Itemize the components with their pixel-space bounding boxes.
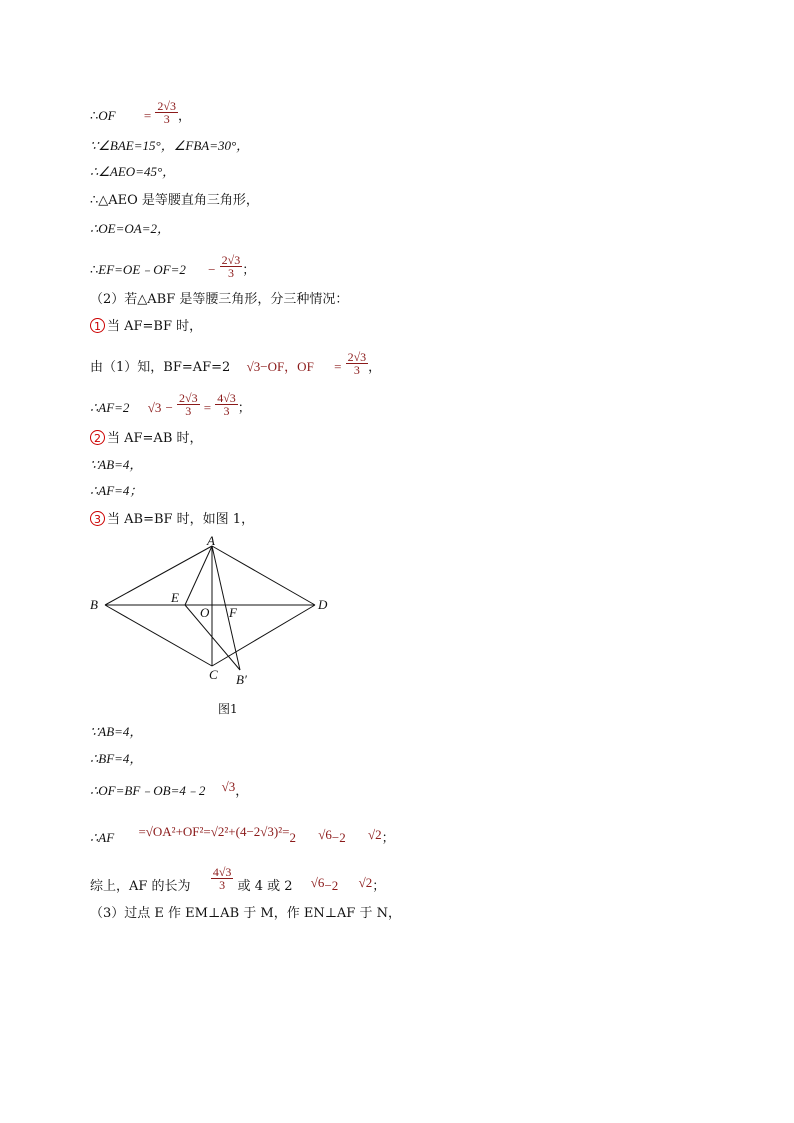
line-af-case3	[90, 824, 395, 847]
text-a: 由（1）知，BF=AF=2	[90, 360, 231, 375]
case-text: 当 AF=BF 时，	[107, 319, 203, 334]
line-ab-4: ∵AB=4，	[90, 457, 143, 472]
sqrt-6: √6	[310, 875, 325, 890]
denominator: 3	[353, 363, 360, 377]
line-ef-value	[90, 253, 256, 280]
label-b-prime: B′	[236, 672, 247, 687]
figure-caption: 图1	[218, 702, 238, 716]
segment-ba	[105, 546, 212, 605]
label-e: E	[171, 590, 179, 605]
circled-number-icon: 1	[90, 318, 105, 333]
line-af-case1	[90, 391, 251, 418]
case-text: 当 AB=BF 时，如图 1，	[107, 512, 255, 527]
therefore-symbol: ∴	[90, 109, 99, 124]
sqrt-2: √2	[358, 875, 373, 890]
line-af-4: ∴AF=4；	[90, 483, 143, 498]
punct: ，	[177, 109, 191, 124]
label-a: A	[207, 533, 215, 548]
punct: ；	[381, 831, 395, 846]
sqrt-6: √6	[318, 827, 332, 842]
denominator: 3	[185, 404, 192, 418]
minus-2: −2	[331, 830, 346, 845]
denominator: 3	[219, 878, 226, 892]
sqrt-3: √3	[246, 359, 261, 374]
minus-sign: −	[165, 400, 173, 415]
segment-cb	[105, 605, 212, 666]
segment-ae	[185, 546, 212, 605]
text-b: 或 4 或 2	[237, 879, 293, 894]
text-c: −OF，OF	[260, 359, 314, 374]
numerator: 2√3	[178, 391, 198, 405]
line-isosceles-right: ∴△AEO 是等腰直角三角形，	[90, 193, 259, 208]
coef-2: 2	[289, 830, 296, 845]
circled-number-icon: 2	[90, 430, 105, 445]
var-of: OF	[98, 108, 116, 123]
pythagoras-expression: =√OA²+OF²=√2²+(4−2√3)²=	[138, 824, 290, 839]
line-bf-4: ∴BF=4，	[90, 751, 143, 766]
punct: ，	[235, 784, 249, 799]
line-oe-oa: ∴OE=OA=2，	[90, 221, 170, 236]
line-case1	[90, 318, 202, 335]
denominator: 3	[223, 404, 230, 418]
therefore-symbol: ∴	[90, 263, 99, 278]
label-f: F	[229, 605, 237, 620]
line-ab-4-b: ∵AB=4，	[90, 724, 143, 739]
punct: ；	[242, 263, 256, 278]
line-summary	[90, 865, 386, 895]
fraction	[220, 254, 243, 279]
line-part2-intro: （2）若△ABF 是等腰三角形，分三种情况：	[90, 292, 349, 307]
punct: ；	[237, 401, 251, 416]
text-a: ∴AF	[90, 830, 115, 845]
circled-number-icon: 3	[90, 511, 105, 526]
numerator: 2√3	[221, 253, 241, 267]
equals-sign: =	[334, 359, 342, 374]
numerator: 4√3	[212, 865, 232, 879]
line-of-case3	[90, 779, 249, 800]
line-angle-aeo: ∴∠AEO=45°，	[90, 164, 176, 179]
line-case3	[90, 511, 254, 528]
label-b: B	[90, 597, 98, 612]
numerator: 2√3	[347, 350, 367, 364]
denominator: 3	[163, 112, 170, 126]
line-part3: （3）过点 E 作 EM⊥AB 于 M，作 EN⊥AF 于 N，	[90, 906, 401, 921]
line-from-part1	[90, 350, 382, 377]
text-a: ∴OF=BF﹣OB=4﹣2	[90, 783, 206, 798]
label-d: D	[318, 597, 328, 612]
fraction	[155, 100, 178, 125]
segment-ad	[212, 546, 315, 605]
equals-sign: =	[143, 108, 152, 123]
punct: ；	[372, 879, 386, 894]
numerator: 2√3	[157, 99, 176, 113]
line-case2	[90, 430, 203, 447]
numerator: 4√3	[217, 391, 236, 405]
equals-sign: =	[203, 400, 212, 415]
punct: ，	[368, 360, 382, 375]
case-text: 当 AF=AB 时，	[107, 431, 203, 446]
sqrt-3: √3	[221, 779, 236, 794]
minus-2: −2	[324, 878, 339, 893]
sqrt-3: √3	[147, 400, 162, 415]
figure-rhombus	[80, 530, 340, 695]
fraction	[211, 866, 234, 891]
sqrt-2: √2	[368, 827, 382, 842]
text-a: ∴AF=2	[90, 400, 130, 415]
minus-sign: −	[208, 262, 216, 277]
label-o: O	[200, 605, 210, 620]
fraction	[346, 351, 369, 376]
fraction-2	[215, 392, 238, 417]
fraction-1	[177, 392, 200, 417]
line-of-value	[90, 99, 191, 126]
ef-expression: EF=OE﹣OF=2	[98, 262, 186, 277]
denominator: 3	[227, 266, 234, 280]
line-angles: ∵∠BAE=15°，∠FBA=30°，	[90, 138, 250, 153]
label-c: C	[209, 667, 218, 682]
text-a: 综上，AF 的长为	[90, 879, 191, 894]
